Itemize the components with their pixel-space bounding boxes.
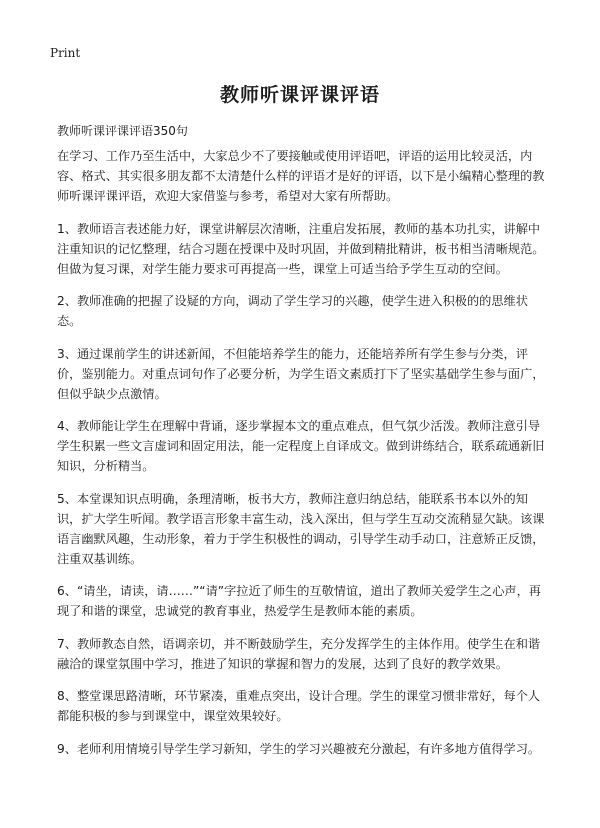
comment-item-2: 2、教师准确的把握了设疑的方向，调动了学生学习的兴趣，使学生进入积极的的思维状态。 bbox=[57, 294, 528, 328]
document-title: 教师听课评课评语 bbox=[219, 84, 380, 106]
comment-item-8: 8、整堂课思路清晰，环节紧凑，重难点突出，设计合理。学生的课堂习惯非常好，每个人都能积极的参与到课堂中，课堂效果较好。 bbox=[57, 689, 541, 723]
comment-item-6: 6、“请坐，请读，请……”“请”字拉近了师生的互敬情谊，道出了教师关爱学生之心声，再现了和谐的课堂，忠诚党的教育事业，热爱学生是教师本能的素质。 bbox=[57, 584, 541, 618]
comment-item-1: 1、教师语言表述能力好，课堂讲解层次清晰，注重启发拓展，教师的基本功扎实，讲解中注重知识的记忆整理，结合习题在授课中及时巩固，并做到精批精讲，板书相当清晰规范。但做为复习课，对学生能力要求可再提高一些，课堂上可适当给予学生互动的空间。 bbox=[57, 221, 545, 276]
document-subtitle: 教师听课评课评语350句 bbox=[57, 124, 188, 138]
document-body bbox=[57, 146, 547, 771]
comment-item-3: 3、通过课前学生的讲述新闻，不但能培养学生的能力，还能培养所有学生参与分类，评价，鉴别能力。对重点词句作了必要分析，为学生语文素质打下了坚实基础学生参与面广，但似乎缺少点激情。 bbox=[57, 346, 545, 401]
comment-item-9: 9、老师利用情境引导学生学习新知，学生的学习兴趣被充分激起，有许多地方值得学习。 bbox=[57, 741, 541, 756]
comment-item-4: 4、教师能让学生在理解中背诵，逐步掌握本文的重点难点，但气氛少活泼。教师注意引导学生积累一些文言虚词和固定用法，能一定程度上自译成文。做到讲练结合，联系疏通新旧知识，分析精当。 bbox=[57, 419, 545, 473]
intro-paragraph: 在学习、工作乃至生活中，大家总少不了要接触或使用评语吧，评语的运用比较灵活，内容、格式、其实很多朋友都不太清楚什么样的评语才是好的评语，以下是小编精心整理的教师听课评课评语，欢迎大家借鉴与参考，希望对大家有所帮助。 bbox=[57, 149, 545, 203]
print-link[interactable]: Print bbox=[50, 46, 81, 60]
comment-item-7: 7、教师教态自然，语调亲切，并不断鼓励学生，充分发挥学生的主体作用。使学生在和谐融洽的课堂氛围中学习，推进了知识的掌握和智力的发展，达到了良好的教学效果。 bbox=[57, 636, 541, 671]
comment-item-5: 5、本堂课知识点明确，条理清晰，板书大方，教师注意归纳总结，能联系书本以外的知识，扩大学生听闻。教学语言形象丰富生动，浅入深出，但与学生互动交流稍显欠缺。该课语言幽默风趣，生动形象，着力于学生积极性的调动，引导学生动手动口，注意矫正反馈，注重双基训练。 bbox=[57, 491, 545, 566]
